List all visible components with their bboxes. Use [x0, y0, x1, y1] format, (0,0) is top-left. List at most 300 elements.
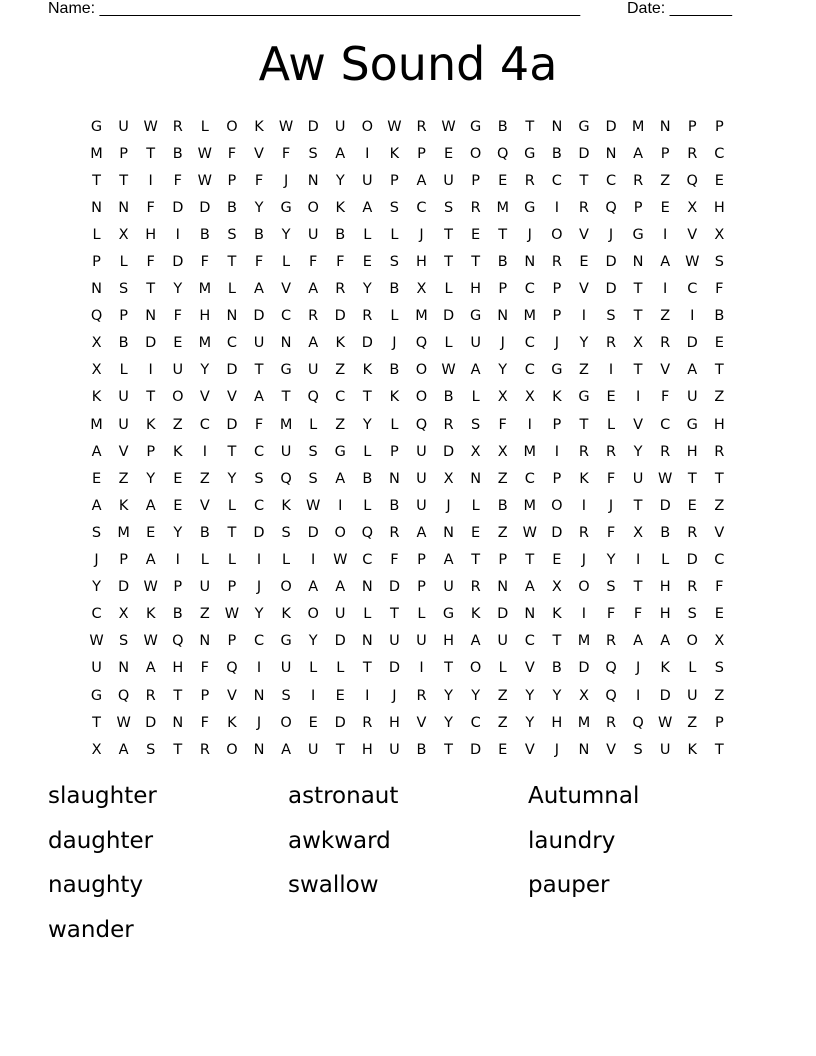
grid-letter: B — [389, 497, 400, 514]
grid-letter: A — [254, 281, 264, 298]
grid-letter: F — [633, 606, 643, 623]
grid-letter: V — [714, 524, 725, 541]
grid-letter: J — [283, 172, 289, 189]
header — [0, 0, 816, 20]
grid-letter: X — [497, 389, 508, 406]
grid-letter: S — [281, 687, 291, 704]
grid-letter: J — [608, 226, 614, 243]
grid-letter: E — [498, 741, 508, 758]
grid-letter: R — [335, 281, 346, 298]
grid-letter: Z — [714, 389, 725, 406]
grid-letter: X — [91, 362, 102, 379]
grid-letter: I — [581, 497, 587, 514]
grid-letter: O — [280, 714, 292, 731]
grid-letter: C — [714, 552, 725, 569]
grid-letter: C — [335, 389, 346, 406]
grid-letter: R — [145, 687, 156, 704]
grid-letter: Y — [444, 687, 453, 704]
grid-letter: U — [632, 470, 644, 487]
grid-letter: T — [92, 714, 101, 731]
grid-letter: T — [254, 362, 264, 379]
grid-letter: N — [659, 118, 671, 135]
grid-letter: D — [605, 254, 617, 271]
grid-letter: F — [661, 389, 670, 406]
grid-letter: O — [280, 579, 292, 596]
grid-letter: L — [390, 226, 399, 243]
grid-letter: I — [256, 552, 262, 569]
grid-letter: H — [470, 281, 482, 298]
grid-letter: C — [281, 308, 292, 325]
grid-letter: K — [362, 362, 373, 379]
grid-letter: W — [658, 470, 673, 487]
grid-letter: D — [226, 362, 238, 379]
grid-letter: R — [660, 443, 671, 460]
grid-letter: F — [227, 145, 237, 162]
grid-letter: I — [663, 226, 668, 243]
grid-letter: T — [362, 660, 372, 677]
grid-letter: F — [281, 145, 291, 162]
grid-letter: L — [363, 226, 372, 243]
grid-letter: X — [633, 524, 644, 541]
grid-letter: C — [253, 633, 265, 650]
grid-letter: P — [498, 552, 508, 569]
grid-letter: D — [118, 579, 130, 596]
grid-letter: U — [470, 335, 481, 352]
grid-letter: R — [605, 335, 617, 352]
grid-letter: O — [334, 524, 346, 541]
grid-letter: L — [606, 416, 616, 433]
grid-letter: S — [308, 145, 318, 162]
grid-letter: G — [470, 308, 482, 325]
grid-letter: U — [280, 443, 292, 460]
grid-letter: T — [335, 741, 345, 758]
grid-letter: U — [416, 497, 427, 514]
grid-letter: U — [118, 118, 129, 135]
grid-letter: U — [416, 470, 427, 487]
grid-letter: T — [227, 524, 237, 541]
grid-letter: D — [361, 335, 373, 352]
grid-letter: D — [497, 606, 509, 623]
grid-letter: I — [311, 552, 316, 569]
grid-letter: G — [551, 362, 563, 379]
grid-letter: A — [145, 552, 156, 569]
grid-letter: K — [281, 606, 291, 623]
grid-letter: T — [146, 389, 156, 406]
grid-letter: P — [417, 145, 426, 162]
grid-letter: H — [443, 633, 454, 650]
grid-letter: R — [470, 199, 481, 216]
grid-letter: D — [470, 741, 482, 758]
grid-letter: E — [146, 524, 156, 541]
grid-letter: P — [119, 552, 128, 569]
grid-letter: T — [687, 470, 697, 487]
grid-letter: F — [606, 524, 616, 541]
grid-letter: A — [633, 145, 644, 162]
grid-letter: Y — [227, 470, 237, 487]
grid-row — [83, 140, 733, 167]
grid-letter: J — [581, 552, 587, 569]
grid-letter: R — [578, 443, 589, 460]
grid-letter: D — [253, 524, 265, 541]
grid-letter: T — [227, 254, 237, 271]
grid-letter: T — [146, 145, 156, 162]
grid-letter: M — [198, 335, 212, 352]
grid-letter: A — [335, 579, 346, 596]
grid-letter: T — [444, 660, 453, 677]
grid-letter: Y — [281, 226, 291, 243]
grid-letter: R — [416, 687, 427, 704]
grid-letter: C — [199, 416, 210, 433]
grid-letter: T — [579, 416, 589, 433]
grid-row — [83, 167, 733, 194]
grid-letter: Z — [714, 497, 725, 514]
grid-letter: R — [389, 524, 400, 541]
grid-letter: A — [254, 389, 264, 406]
grid-letter: F — [173, 172, 182, 189]
grid-letter: R — [524, 172, 535, 189]
grid-letter: T — [362, 389, 372, 406]
grid-letter: O — [226, 118, 238, 135]
grid-letter: P — [714, 118, 724, 135]
grid-letter: X — [118, 226, 129, 243]
grid-letter: G — [280, 199, 292, 216]
grid-row — [83, 221, 733, 248]
grid-letter: D — [172, 199, 184, 216]
grid-letter: Q — [605, 199, 617, 216]
grid-letter: Z — [335, 362, 346, 379]
grid-letter: N — [524, 606, 536, 623]
grid-letter: W — [441, 362, 456, 379]
grid-letter: C — [91, 606, 102, 623]
grid-letter: Q — [686, 172, 698, 189]
grid-letter: T — [389, 606, 399, 623]
grid-letter: D — [605, 118, 617, 135]
grid-letter: D — [145, 335, 157, 352]
grid-letter: V — [254, 145, 264, 162]
grid-letter: I — [635, 389, 641, 406]
grid-letter: G — [334, 443, 346, 460]
grid-letter: P — [92, 254, 101, 271]
grid-letter: E — [552, 552, 562, 569]
grid-letter: C — [687, 281, 698, 298]
grid-letter: E — [471, 226, 481, 243]
grid-letter: Q — [307, 389, 319, 406]
word-list-item: naughty — [48, 872, 144, 898]
grid-letter: F — [254, 416, 264, 433]
grid-letter: Z — [497, 714, 508, 731]
grid-letter: X — [524, 389, 535, 406]
grid-row — [83, 682, 733, 709]
grid-letter: S — [606, 308, 616, 325]
grid-letter: B — [389, 362, 400, 379]
grid-letter: Z — [497, 687, 508, 704]
grid-letter: I — [365, 145, 370, 162]
grid-letter: L — [498, 660, 507, 677]
grid-letter: X — [118, 606, 129, 623]
grid-letter: S — [714, 254, 724, 271]
grid-letter: U — [253, 335, 265, 352]
grid-letter: C — [226, 335, 237, 352]
grid-letter: K — [470, 606, 481, 623]
grid-letter: G — [578, 389, 590, 406]
grid-letter: K — [335, 335, 345, 352]
grid-letter: G — [578, 118, 590, 135]
grid-letter: G — [280, 633, 292, 650]
grid-letter: V — [687, 226, 698, 243]
grid-letter: K — [227, 714, 237, 731]
grid-letter: D — [172, 254, 184, 271]
grid-letter: P — [714, 714, 724, 731]
grid-letter: D — [388, 579, 400, 596]
grid-letter: G — [524, 145, 536, 162]
grid-letter: B — [389, 281, 400, 298]
grid-letter: B — [497, 254, 508, 271]
grid-letter: I — [148, 172, 153, 189]
grid-letter: I — [581, 308, 587, 325]
grid-letter: N — [145, 308, 157, 325]
grid-letter: H — [713, 199, 725, 216]
grid-letter: P — [552, 416, 562, 433]
grid-letter: P — [390, 443, 399, 460]
grid-letter: U — [686, 687, 698, 704]
grid-letter: G — [90, 687, 103, 704]
grid-letter: T — [444, 741, 453, 758]
grid-letter: I — [202, 443, 207, 460]
grid-letter: G — [524, 199, 536, 216]
grid-letter: U — [497, 633, 509, 650]
grid-letter: R — [687, 145, 698, 162]
grid-letter: K — [173, 443, 183, 460]
word-list-item: laundry — [528, 827, 616, 854]
grid-letter: K — [254, 118, 264, 135]
grid-letter: L — [92, 226, 101, 243]
grid-letter: A — [91, 443, 102, 460]
grid-letter: P — [227, 172, 237, 189]
grid-letter: B — [551, 145, 562, 162]
grid-letter: F — [254, 172, 264, 189]
grid-letter: S — [308, 443, 318, 460]
grid-letter: N — [253, 687, 265, 704]
grid-letter: R — [470, 579, 481, 596]
grid-letter: I — [554, 199, 559, 216]
grid-letter: I — [419, 660, 424, 677]
grid-letter: E — [714, 335, 724, 352]
grid-letter: R — [416, 118, 427, 135]
grid-letter: F — [498, 416, 507, 433]
grid-letter: E — [173, 497, 183, 514]
grid-letter: C — [551, 172, 562, 189]
grid-letter: D — [659, 687, 671, 704]
grid-letter: W — [116, 714, 131, 731]
grid-letter: I — [338, 497, 343, 514]
grid-letter: Z — [497, 524, 508, 541]
grid-letter: V — [524, 660, 535, 677]
grid-letter: K — [145, 606, 156, 623]
grid-letter: W — [278, 118, 294, 135]
grid-letter: G — [90, 118, 103, 135]
grid-letter: X — [443, 470, 454, 487]
grid-letter: Q — [90, 308, 103, 325]
grid-letter: F — [173, 308, 182, 325]
grid-letter: Y — [525, 714, 535, 731]
word-list-item: Autumnal — [528, 783, 640, 809]
grid-letter: N — [91, 281, 102, 298]
grid-letter: Y — [254, 199, 264, 216]
grid-letter: H — [172, 660, 184, 677]
grid-letter: T — [633, 497, 643, 514]
grid-letter: T — [714, 741, 724, 758]
word-list-item: pauper — [528, 872, 610, 898]
grid-letter: Y — [525, 687, 535, 704]
grid-letter: Z — [660, 172, 671, 189]
grid-letter: U — [307, 362, 319, 379]
grid-letter: R — [578, 199, 589, 216]
grid-letter: W — [333, 552, 348, 569]
grid-letter: S — [633, 741, 643, 758]
grid-letter: E — [362, 254, 372, 271]
grid-row — [83, 194, 733, 221]
grid-letter: A — [308, 281, 319, 298]
grid-letter: P — [173, 579, 183, 596]
grid-letter: V — [199, 389, 210, 406]
grid-letter: X — [687, 199, 698, 216]
grid-row — [83, 709, 733, 736]
grid-letter: P — [552, 470, 562, 487]
grid-letter: Y — [498, 362, 508, 379]
grid-letter: A — [660, 633, 671, 650]
grid-letter: L — [363, 497, 372, 514]
grid-letter: E — [443, 145, 454, 162]
grid-letter: C — [253, 443, 265, 460]
grid-letter: W — [197, 145, 213, 162]
grid-letter: J — [392, 335, 397, 352]
grid-letter: E — [606, 389, 616, 406]
grid-letter: R — [714, 443, 725, 460]
grid-letter: U — [307, 741, 319, 758]
grid-letter: W — [685, 254, 700, 271]
grid-letter: I — [175, 226, 180, 243]
grid-letter: B — [714, 308, 725, 325]
grid-row — [83, 303, 733, 330]
word-list-item: awkward — [288, 827, 391, 854]
grid-letter: S — [281, 524, 291, 541]
grid-letter: D — [226, 416, 238, 433]
grid-letter: D — [659, 497, 671, 514]
grid-letter: Q — [172, 633, 184, 650]
grid-letter: E — [471, 524, 481, 541]
grid-row — [83, 113, 733, 140]
grid-letter: O — [686, 633, 698, 650]
grid-letter: A — [443, 552, 454, 569]
grid-letter: X — [470, 443, 481, 460]
grid-letter: Q — [415, 335, 428, 352]
grid-letter: Y — [552, 687, 562, 704]
grid-letter: I — [690, 308, 695, 325]
grid-letter: G — [632, 226, 644, 243]
grid-letter: H — [361, 741, 373, 758]
grid-letter: K — [389, 145, 400, 162]
grid-letter: A — [335, 145, 346, 162]
grid-letter: Y — [444, 714, 453, 731]
grid-letter: R — [578, 524, 589, 541]
grid-letter: D — [551, 524, 563, 541]
grid-letter: J — [94, 552, 99, 569]
grid-letter: H — [713, 416, 725, 433]
grid-letter: S — [308, 470, 318, 487]
grid-letter: U — [416, 443, 427, 460]
word-list — [48, 780, 768, 958]
grid-letter: O — [307, 606, 319, 623]
grid-letter: Q — [226, 660, 238, 677]
grid-letter: V — [416, 714, 427, 731]
grid-letter: R — [605, 443, 617, 460]
grid-letter: B — [362, 470, 373, 487]
grid-letter: W — [224, 606, 240, 623]
grid-letter: N — [443, 524, 454, 541]
grid-letter: K — [281, 497, 291, 514]
grid-letter: C — [524, 362, 535, 379]
grid-letter: V — [199, 497, 210, 514]
grid-letter: P — [417, 579, 426, 596]
grid-letter: Q — [497, 145, 509, 162]
grid-letter: A — [281, 741, 292, 758]
grid-letter: A — [145, 497, 156, 514]
grid-letter: O — [226, 741, 238, 758]
grid-letter: A — [335, 470, 346, 487]
grid-letter: X — [497, 443, 508, 460]
grid-letter: Q — [280, 470, 292, 487]
grid-letter: O — [551, 497, 563, 514]
grid-letter: D — [307, 118, 319, 135]
grid-letter: D — [334, 633, 346, 650]
grid-letter: M — [117, 524, 130, 541]
grid-letter: X — [551, 579, 562, 596]
grid-letter: L — [200, 552, 209, 569]
grid-letter: W — [143, 633, 158, 650]
grid-letter: X — [714, 226, 725, 243]
grid-letter: S — [91, 524, 102, 541]
grid-letter: V — [633, 416, 644, 433]
grid-letter: U — [389, 741, 400, 758]
grid-letter: A — [118, 741, 129, 758]
grid-letter: E — [308, 714, 318, 731]
grid-letter: V — [281, 281, 292, 298]
grid-letter: N — [280, 335, 292, 352]
grid-letter: A — [308, 579, 319, 596]
grid-letter: G — [280, 362, 292, 379]
grid-letter: V — [578, 281, 589, 298]
grid-letter: L — [282, 254, 291, 271]
grid-letter: K — [579, 470, 589, 487]
grid-letter: U — [443, 172, 454, 189]
grid-letter: P — [552, 281, 562, 298]
grid-letter: I — [635, 552, 641, 569]
grid-letter: B — [660, 524, 671, 541]
grid-letter: T — [633, 281, 643, 298]
grid-row — [83, 492, 733, 519]
grid-letter: Y — [362, 281, 372, 298]
grid-letter: T — [173, 687, 183, 704]
grid-letter: E — [173, 335, 183, 352]
grid-letter: A — [524, 579, 535, 596]
grid-letter: Z — [118, 470, 129, 487]
grid-letter: P — [633, 199, 643, 216]
grid-letter: J — [256, 714, 262, 731]
grid-letter: U — [280, 660, 292, 677]
grid-letter: J — [554, 741, 559, 758]
grid-letter: P — [660, 145, 670, 162]
grid-letter: N — [632, 254, 644, 271]
